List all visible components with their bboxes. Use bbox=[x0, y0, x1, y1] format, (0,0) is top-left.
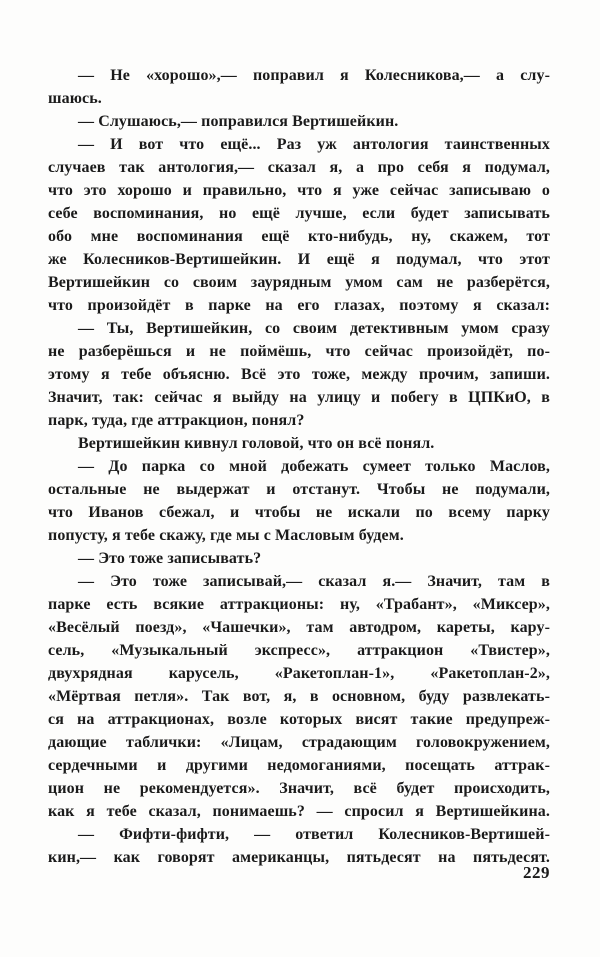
text-line: сель, «Музыкальный экспресс», аттракцион «Твистер», bbox=[48, 642, 550, 659]
text-line: сердечными и другими недомоганиями, посещать аттрак- bbox=[48, 757, 550, 774]
text-block bbox=[48, 64, 550, 869]
text-line: себе воспоминания, но ещё лучше, если будет записывать bbox=[48, 205, 550, 222]
text-line: — Это тоже записывай,— сказал я.— Значит, там в bbox=[78, 573, 550, 590]
text-line: цион не рекомендуется». Значит, всё будет происходить, bbox=[48, 780, 550, 797]
text-line: не разберёшься и не поймёшь, что сейчас произойдёт, по- bbox=[48, 343, 550, 360]
text-line: что Иванов сбежал, и чтобы не искали по всему парку bbox=[48, 504, 550, 521]
text-line: двухрядная карусель, «Ракетоплан-1», «Ракетоплан-2», bbox=[48, 665, 550, 682]
text-line: дающие таблички: «Лицам, страдающим головокружением, bbox=[48, 734, 550, 751]
text-line: случаев так антология,— сказал я, а про себя я подумал, bbox=[48, 159, 550, 176]
text-line: этому я тебе объясню. Всё это тоже, между прочим, запиши. bbox=[48, 366, 550, 383]
text-line: обо мне воспоминания ещё кто-нибудь, ну, скажем, тот bbox=[48, 228, 550, 245]
text-line: — И вот что ещё... Раз уж антология таинственных bbox=[78, 136, 550, 153]
text-line: попусту, я тебе скажу, где мы с Масловым будем. bbox=[48, 527, 404, 544]
text-line: — До парка со мной добежать сумеет только Маслов, bbox=[78, 458, 550, 475]
text-line: Вертишейкин кивнул головой, что он всё понял. bbox=[78, 435, 435, 452]
text-line: — Это тоже записывать? bbox=[78, 550, 262, 567]
text-line: Значит, так: сейчас я выйду на улицу и побегу в ЦПКиО, в bbox=[48, 389, 550, 406]
text-line: «Мёртвая петля». Так вот, я, в основном, буду развлекать- bbox=[48, 688, 550, 705]
text-line: ся на аттракционах, возле которых висят такие предупреж- bbox=[48, 711, 550, 728]
text-line: остальные не выдержат и отстанут. Чтобы не подумали, bbox=[48, 481, 550, 498]
text-line: — Слушаюсь,— поправился Вертишейкин. bbox=[78, 113, 399, 130]
text-line: парк, туда, где аттракцион, понял? bbox=[48, 412, 305, 429]
text-line: Вертишейкин со своим заурядным умом сам не разберётся, bbox=[48, 274, 550, 291]
text-line: парке есть всякие аттракционы: ну, «Трабант», «Миксер», bbox=[48, 596, 550, 613]
text-line: — Ты, Вертишейкин, со своим детективным умом сразу bbox=[78, 320, 550, 337]
text-line: шаюсь. bbox=[48, 90, 102, 107]
text-line: что это хорошо и правильно, что я уже сейчас записываю о bbox=[48, 182, 550, 199]
text-line: — Не «хорошо»,— поправил я Колесникова,— а слу- bbox=[78, 67, 550, 84]
text-line: же Колесников-Вертишейкин. И ещё я подумал, что этот bbox=[48, 251, 550, 268]
text-line: что произойдёт в парке на его глазах, поэтому я сказал: bbox=[48, 297, 550, 314]
page-number: 229 bbox=[523, 863, 550, 882]
text-line: — Фифти-фифти, — ответил Колесников-Вертишей- bbox=[78, 826, 550, 843]
text-line: кин,— как говорят американцы, пятьдесят на пятьдесят. bbox=[48, 849, 550, 866]
text-line: «Весёлый поезд», «Чашечки», там автодром, кареты, кару- bbox=[48, 619, 550, 636]
text-line: как я тебе сказал, понимаешь? — спросил я Вертишейкина. bbox=[48, 803, 550, 820]
